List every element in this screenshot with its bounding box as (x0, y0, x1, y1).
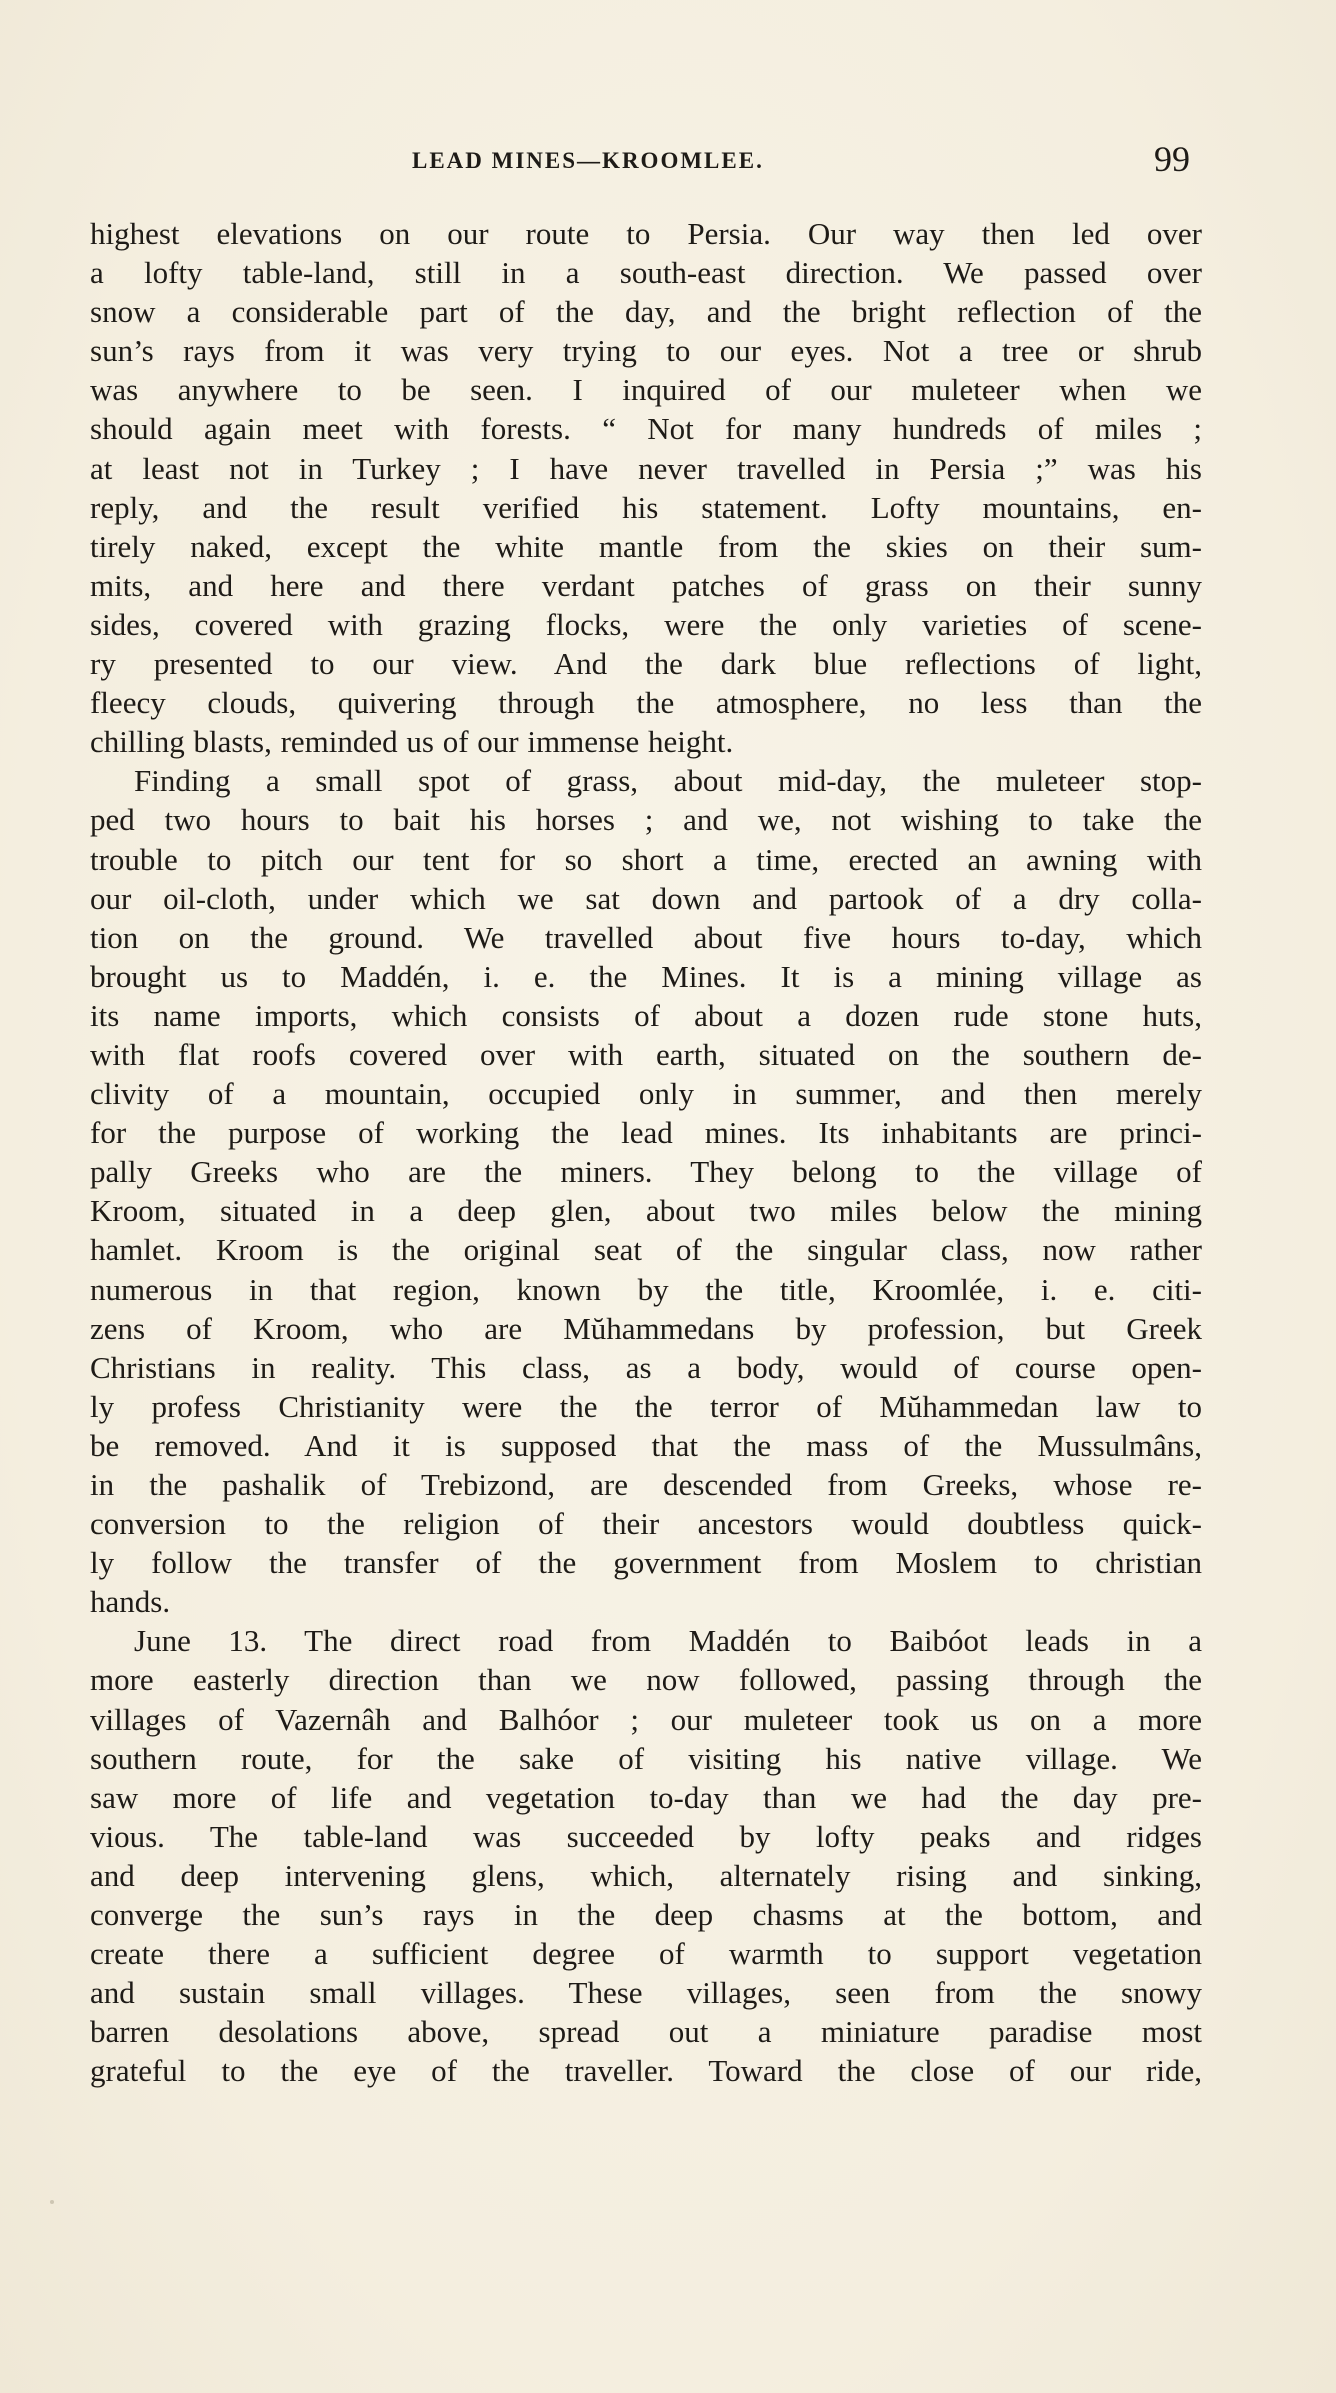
text-line: ly follow the transfer of the government from Moslem to christian (90, 1545, 1202, 1581)
text-line: at least not in Turkey ; I have never travelled in Persia ;” was his (90, 450, 1202, 486)
text-line: Kroom, situated in a deep glen, about two miles below the mining (90, 1193, 1202, 1229)
text-line: Finding a small spot of grass, about mid-day, the muleteer stop- (134, 763, 1202, 799)
text-line: pally Greeks who are the miners. They belong to the village of (90, 1154, 1202, 1190)
text-line: June 13. The direct road from Maddén to Baibóot leads in a (134, 1623, 1202, 1659)
text-line: was anywhere to be seen. I inquired of our muleteer when we (90, 372, 1202, 408)
text-line: create there a sufficient degree of warmth to support vegetation (90, 1936, 1202, 1972)
text-line: southern route, for the sake of visiting his native village. We (90, 1740, 1202, 1776)
text-line: trouble to pitch our tent for so short a time, erected an awning with (90, 841, 1202, 877)
text-line: mits, and here and there verdant patches of grass on their sunny (90, 567, 1202, 603)
text-line: saw more of life and vegetation to-day than we had the day pre- (90, 1779, 1202, 1815)
text-line: fleecy clouds, quivering through the atmosphere, no less than the (90, 685, 1202, 721)
text-line: should again meet with forests. “ Not for many hundreds of miles ; (90, 411, 1202, 447)
text-line: sun’s rays from it was very trying to our eyes. Not a tree or shrub (90, 333, 1202, 369)
text-line: ry presented to our view. And the dark blue reflections of light, (90, 646, 1202, 682)
paragraph-2 (90, 761, 1202, 1621)
text-line: sides, covered with grazing flocks, were the only varieties of scene- (90, 606, 1202, 642)
text-line: more easterly direction than we now followed, passing through the (90, 1662, 1202, 1698)
text-line: in the pashalik of Trebizond, are descended from Greeks, whose re- (90, 1467, 1202, 1502)
text-line: hands. (90, 1584, 171, 1620)
text-line: tion on the ground. We travelled about five hours to-day, which (90, 919, 1202, 955)
text-line: a lofty table-land, still in a south-east direction. We passed over (90, 255, 1202, 291)
text-line: conversion to the religion of their ancestors would doubtless quick- (90, 1506, 1202, 1542)
text-line: ly profess Christianity were the the terror of Mŭhammedan law to (90, 1388, 1202, 1424)
text-line: ped two hours to bait his horses ; and we, not wishing to take the (90, 802, 1202, 838)
running-head: LEAD MINES—KROOMLEE. (412, 148, 764, 173)
page-number: 99 (1154, 139, 1190, 179)
text-line: brought us to Maddén, i. e. the Mines. It is a mining village as (90, 958, 1202, 994)
text-line: Christians in reality. This class, as a body, would of course open- (90, 1349, 1202, 1385)
text-line: zens of Kroom, who are Mŭhammedans by profession, but Greek (90, 1310, 1202, 1346)
text-line: vious. The table-land was succeeded by lofty peaks and ridges (90, 1818, 1202, 1854)
text-line: and deep intervening glens, which, alternately rising and sinking, (90, 1857, 1202, 1893)
paragraph-1 (90, 214, 1202, 761)
text-line: our oil-cloth, under which we sat down and partook of a dry colla- (90, 880, 1202, 916)
text-line: clivity of a mountain, occupied only in summer, and then merely (90, 1076, 1202, 1112)
paragraph-3 (90, 1621, 1202, 2090)
text-line: villages of Vazernâh and Balhóor ; our muleteer took us on a more (90, 1701, 1202, 1737)
text-line: hamlet. Kroom is the original seat of the singular class, now rather (90, 1232, 1202, 1268)
text-line: tirely naked, except the white mantle from the skies on their sum- (90, 528, 1202, 564)
text-line: highest elevations on our route to Persia. Our way then led over (90, 216, 1202, 251)
page-header (90, 138, 1190, 184)
text-line: barren desolations above, spread out a miniature paradise most (90, 2014, 1202, 2050)
text-line: with flat roofs covered over with earth, situated on the southern de- (90, 1036, 1202, 1072)
text-line: converge the sun’s rays in the deep chasms at the bottom, and (90, 1897, 1202, 1933)
text-line: reply, and the result verified his statement. Lofty mountains, en- (90, 489, 1202, 525)
text-line: its name imports, which consists of about a dozen rude stone huts, (90, 997, 1202, 1033)
body-text (90, 214, 1202, 2091)
text-line: grateful to the eye of the traveller. Toward the close of our ride, (90, 2053, 1202, 2089)
text-line: be removed. And it is supposed that the mass of the Mussulmâns, (90, 1427, 1202, 1463)
text-line: for the purpose of working the lead mines. Its inhabitants are princi- (90, 1115, 1202, 1151)
text-line: snow a considerable part of the day, and the bright reflection of the (90, 294, 1202, 330)
text-line: and sustain small villages. These villages, seen from the snowy (90, 1975, 1202, 2011)
text-line: numerous in that region, known by the title, Kroomlée, i. e. citi- (90, 1271, 1202, 1307)
text-line: chilling blasts, reminded us of our immense height. (90, 724, 734, 760)
paper-speck (50, 2200, 54, 2204)
